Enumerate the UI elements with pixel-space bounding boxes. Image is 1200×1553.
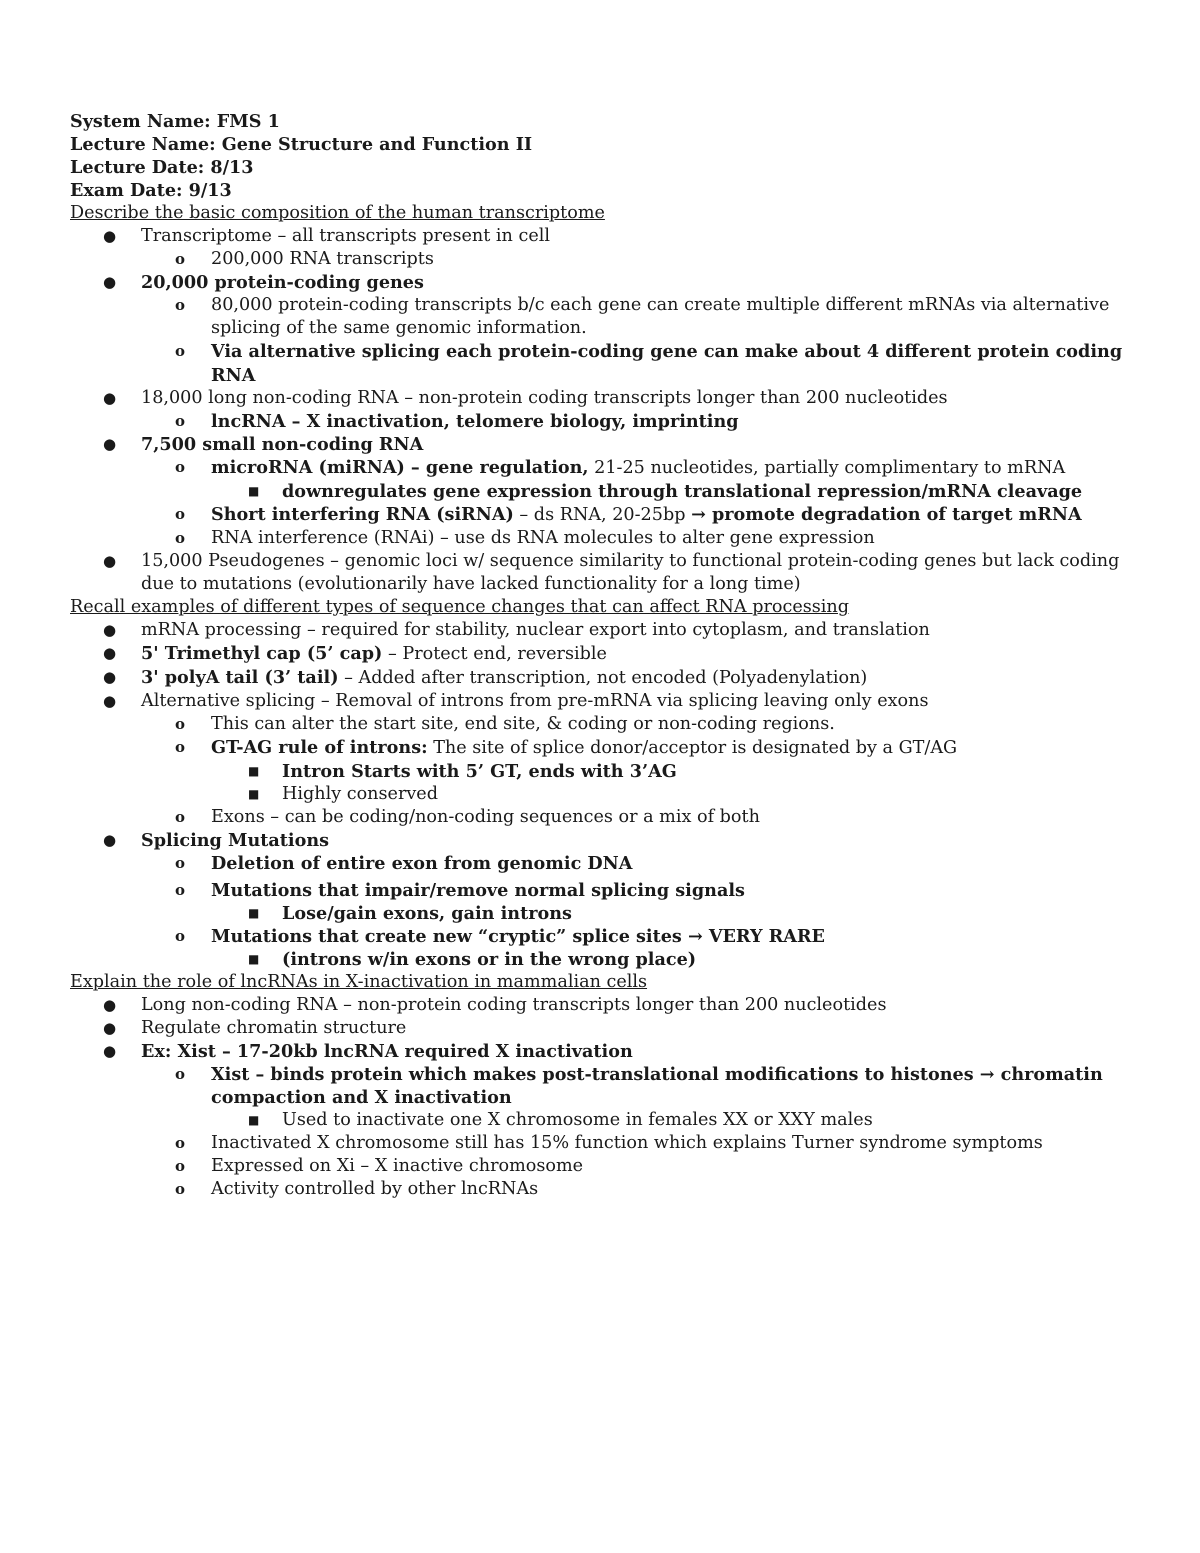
list-item: ● 5' Trimethyl cap (5’ cap) – Protect end, reversible xyxy=(103,643,607,664)
bullet-icon: ● xyxy=(103,644,117,662)
bullet-icon: ● xyxy=(103,1042,117,1060)
circle-bullet-icon: o xyxy=(175,715,186,733)
circle-bullet-icon: o xyxy=(175,927,186,945)
exam-date: Exam Date: 9/13 xyxy=(70,180,232,201)
section-heading: Explain the role of lncRNAs in X-inactivation in mammalian cells xyxy=(70,972,648,992)
section-heading: Describe the basic composition of the human transcriptome xyxy=(70,203,605,223)
bullet-icon: ● xyxy=(103,273,117,291)
square-bullet-icon: ■ xyxy=(248,484,260,498)
bullet-icon: ● xyxy=(103,692,117,710)
circle-bullet-icon: o xyxy=(175,1134,186,1152)
list-item: o Deletion of entire exon from genomic DNA xyxy=(175,853,633,874)
square-bullet-icon: ■ xyxy=(248,1113,260,1127)
document-page xyxy=(70,110,1145,1201)
list-item: o Mutations that impair/remove normal splicing signals xyxy=(175,880,745,901)
list-item: o Xist – binds protein which makes post-translational modifications to histones → chromatin compaction and X inactivation xyxy=(175,1064,1103,1108)
section-heading: Recall examples of different types of sequence changes that can affect RNA processing xyxy=(70,597,850,617)
circle-bullet-icon: o xyxy=(175,808,186,826)
bullet-icon: ● xyxy=(103,668,117,686)
circle-bullet-icon: o xyxy=(175,458,186,476)
list-item: ● 7,500 small non-coding RNA xyxy=(103,434,424,455)
list-item: ■ Highly conserved xyxy=(248,784,438,804)
list-item: ● Long non-coding RNA – non-protein coding transcripts longer than 200 nucleotides xyxy=(103,995,887,1015)
circle-bullet-icon: o xyxy=(175,1180,186,1198)
bullet-icon: ● xyxy=(103,831,117,849)
list-item: ● 18,000 long non-coding RNA – non-protein coding transcripts longer than 200 nucleotides xyxy=(103,388,948,408)
lecture-name: Lecture Name: Gene Structure and Function II xyxy=(70,134,533,155)
list-item: o Mutations that create new “cryptic” splice sites → VERY RARE xyxy=(175,926,825,947)
list-item: ■ Lose/gain exons, gain introns xyxy=(248,903,572,924)
list-item: ● mRNA processing – required for stability, nuclear export into cytoplasm, and translation xyxy=(103,620,930,640)
list-item: o RNA interference (RNAi) – use ds RNA molecules to alter gene expression xyxy=(175,528,875,548)
square-bullet-icon: ■ xyxy=(248,906,260,920)
circle-bullet-icon: o xyxy=(175,854,186,872)
circle-bullet-icon: o xyxy=(175,296,186,314)
list-item: ■ Used to inactivate one X chromosome in females XX or XXY males xyxy=(248,1110,873,1130)
list-item: o 80,000 protein-coding transcripts b/c each gene can create multiple different mRNAs via alternative splicing of the same genomic information. xyxy=(175,295,1110,338)
list-item: ● 20,000 protein-coding genes xyxy=(103,272,424,293)
circle-bullet-icon: o xyxy=(175,250,186,268)
bullet-icon: ● xyxy=(103,996,117,1014)
bullet-icon: ● xyxy=(103,1019,117,1037)
bullet-icon: ● xyxy=(103,389,117,407)
list-item: o This can alter the start site, end site, & coding or non-coding regions. xyxy=(175,714,835,734)
list-item: ■ (introns w/in exons or in the wrong place) xyxy=(248,949,697,970)
square-bullet-icon: ■ xyxy=(248,952,260,966)
list-item: ● Transcriptome – all transcripts present in cell xyxy=(103,226,550,246)
circle-bullet-icon: o xyxy=(175,738,186,756)
circle-bullet-icon: o xyxy=(175,881,186,899)
circle-bullet-icon: o xyxy=(175,412,186,430)
list-item: ● Alternative splicing – Removal of introns from pre-mRNA via splicing leaving only exons xyxy=(103,691,929,711)
bullet-icon: ● xyxy=(103,227,117,245)
list-item: ● Splicing Mutations xyxy=(103,830,330,851)
lecture-date: Lecture Date: 8/13 xyxy=(70,157,254,178)
list-item: o lncRNA – X inactivation, telomere biology, imprinting xyxy=(175,411,739,432)
circle-bullet-icon: o xyxy=(175,505,186,523)
circle-bullet-icon: o xyxy=(175,1157,186,1175)
list-item: o 200,000 RNA transcripts xyxy=(175,249,434,269)
list-item: ● 15,000 Pseudogenes – genomic loci w/ sequence similarity to functional protein-coding genes but lack coding due to mutations (evolutionarily have lacked functionality for a long time) xyxy=(103,551,1120,594)
list-item: ■ Intron Starts with 5’ GT, ends with 3’AG xyxy=(248,761,677,782)
list-item: o Inactivated X chromosome still has 15% function which explains Turner syndrome symptoms xyxy=(175,1133,1043,1153)
circle-bullet-icon: o xyxy=(175,1065,186,1083)
list-item: o Short interfering RNA (siRNA) – ds RNA, 20-25bp → promote degradation of target mRNA xyxy=(175,504,1082,525)
list-item: ● Regulate chromatin structure xyxy=(103,1018,407,1038)
list-item: o microRNA (miRNA) – gene regulation, 21-25 nucleotides, partially complimentary to mRNA xyxy=(175,457,1066,478)
list-item: o Activity controlled by other lncRNAs xyxy=(175,1179,539,1199)
square-bullet-icon: ■ xyxy=(248,787,260,801)
system-name: System Name: FMS 1 xyxy=(70,111,280,132)
list-item: ● 3' polyA tail (3’ tail) – Added after transcription, not encoded (Polyadenylation) xyxy=(103,667,868,688)
bullet-icon: ● xyxy=(103,621,117,639)
bullet-icon: ● xyxy=(103,552,117,570)
list-item: ● Ex: Xist – 17-20kb lncRNA required X inactivation xyxy=(103,1041,633,1062)
list-item: o Expressed on Xi – X inactive chromosome xyxy=(175,1156,584,1176)
circle-bullet-icon: o xyxy=(175,342,186,360)
square-bullet-icon: ■ xyxy=(248,764,260,778)
list-item: ■ downregulates gene expression through translational repression/mRNA cleavage xyxy=(248,481,1083,502)
list-item: o Exons – can be coding/non-coding sequences or a mix of both xyxy=(175,807,760,827)
list-item: o Via alternative splicing each protein-coding gene can make about 4 different protein coding RNA xyxy=(175,341,1123,386)
circle-bullet-icon: o xyxy=(175,529,186,547)
list-item: o GT-AG rule of introns: The site of splice donor/acceptor is designated by a GT/AG xyxy=(175,737,958,758)
bullet-icon: ● xyxy=(103,435,117,453)
